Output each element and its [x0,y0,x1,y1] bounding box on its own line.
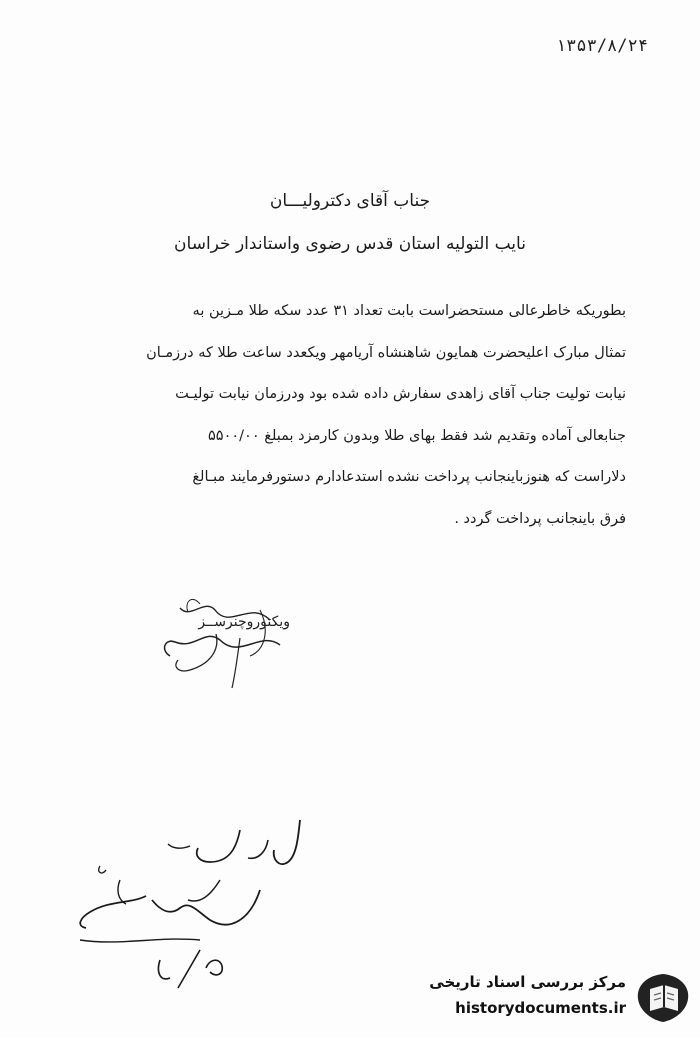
archive-watermark [402,969,692,1027]
handwritten-annotation [60,800,330,1000]
addressee-name: جناب آقای دکترولیـــان [269,191,431,211]
signatory-name: ویکتوروچنرســز [198,614,290,630]
watermark-url: historydocuments.ir [455,999,626,1017]
addressee-block [120,180,580,266]
body-line: تمثال مبارک اعلیحضرت همایون شاهنشاه آریامهر ویکعدد ساعت طلا که درزمـان [146,344,626,361]
letter-date: ۱۳۵۳/۸/۲۴ [555,36,648,56]
book-shield-icon [634,971,692,1025]
body-line: نیابت تولیت جناب آقای زاهدی سفارش داده شده بود ودرزمان نیابت تولیـت [175,386,626,402]
body-line: جنابعالی آماده وتقدیم شد فقط بهای طلا وبدون کارمزد بمبلغ ۵۵۰۰/۰۰ [208,427,626,444]
body-line: بطوریکه خاطرعالی مستحضراست بابت تعداد ۳۱ عدد سکه طلا مـزین به [192,303,626,319]
letter-body [46,296,626,545]
addressee-title: نایب التولیه استان قدس رضوی واستاندار خراسان [174,234,526,254]
body-line: فرق باینجانب پرداخت گردد . [454,510,626,527]
signature-scribble [120,590,310,700]
body-line: دلاراست که هنوزباینجانب پرداخت نشده استدعادارم دستورفرمایند مبـالغ [192,469,626,485]
watermark-title: مرکز بررسی اسناد تاریخی [429,973,626,991]
